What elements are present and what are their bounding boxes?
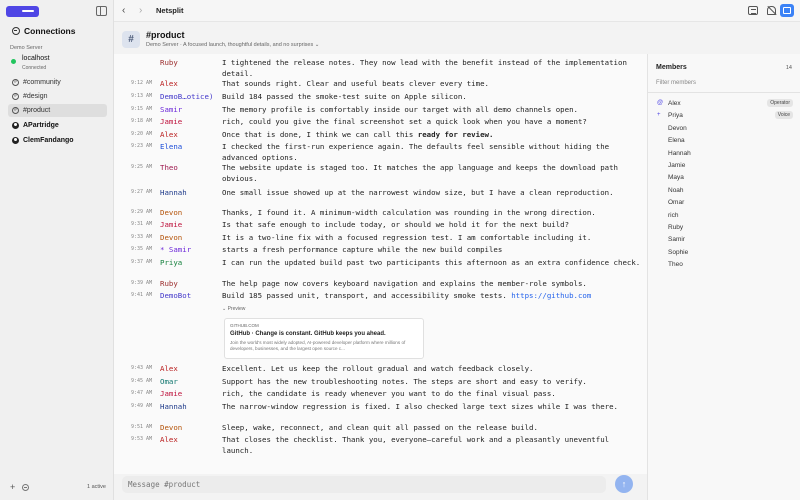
member-item[interactable] xyxy=(648,247,800,260)
message-text: Support has the new troubleshooting notes. The steps are short and easy to verify. xyxy=(222,377,587,386)
message-input[interactable] xyxy=(122,476,606,493)
message-text: Excellent. Let us keep the rollout gradual and watch feedback closely. xyxy=(222,364,534,373)
message-text: rich, the candidate is ready whenever you want to do the final visual pass. xyxy=(222,389,556,398)
message-list[interactable] xyxy=(114,54,647,474)
preview-description: Join the world's most widely adopted, AI-powered developer platform where millions of developers, businesses, and the largest open source c... xyxy=(230,340,406,351)
message-nick[interactable]: Priya xyxy=(160,258,183,267)
message-time: 9:45 AM xyxy=(131,378,153,384)
channel-topic[interactable]: Demo Server · A focused launch, thoughtful details, and no surprises ⌄ xyxy=(146,42,320,48)
member-item[interactable] xyxy=(648,234,800,247)
message-text: Thanks, I found it. A minimum-width calculation was rounding in the wrong direction. xyxy=(222,208,596,217)
member-item[interactable] xyxy=(648,148,800,161)
message-time: 9:23 AM xyxy=(131,143,153,149)
message-nick[interactable]: Jamie xyxy=(160,117,183,126)
toolbar xyxy=(114,0,800,22)
chevron-left-icon[interactable]: ‹ xyxy=(122,5,126,16)
message-text: The website update is staged too. It matches the app language and keeps the download path obvious. xyxy=(222,163,619,183)
message-time: 9:15 AM xyxy=(131,106,153,112)
sidebar-item-design[interactable]: # #design xyxy=(8,90,107,103)
message-nick[interactable]: Devon xyxy=(160,208,183,217)
server-status: Connected xyxy=(22,65,47,71)
member-item[interactable] xyxy=(648,222,800,235)
message-text-part: Build 185 passed unit, transport, and accessibility smoke tests. xyxy=(222,291,512,300)
message-time: 9:49 AM xyxy=(131,403,153,409)
message-nick[interactable]: DemoB…otice) xyxy=(160,92,214,101)
app-title: Netsplit xyxy=(156,6,184,15)
message-time: 9:53 AM xyxy=(131,436,153,442)
message-time: 9:33 AM xyxy=(131,234,153,240)
member-name: Maya xyxy=(668,174,684,182)
message-time: 9:41 AM xyxy=(131,292,153,298)
message-nick[interactable]: Ruby xyxy=(160,279,178,288)
message-text: starts a fresh performance capture while the new build compiles xyxy=(222,245,503,254)
member-name: Devon xyxy=(668,124,687,132)
arrow-up-icon[interactable]: ↑ xyxy=(615,475,633,493)
message-text: Build 184 passed the smoke-test suite on Apple silicon. xyxy=(222,92,467,101)
channel-icon: # xyxy=(12,107,19,114)
message-nick[interactable]: Elena xyxy=(160,142,183,151)
message-nick[interactable]: Devon xyxy=(160,233,183,242)
message-nick[interactable]: Samir xyxy=(160,105,183,114)
member-name: Theo xyxy=(668,261,683,269)
sidebar-item-community[interactable]: # #community xyxy=(8,76,107,89)
sidebar-item-apartridge[interactable]: APartridge xyxy=(8,119,107,132)
sidebar xyxy=(0,0,114,500)
active-count: 1 active xyxy=(87,484,106,490)
message-nick[interactable]: Jamie xyxy=(160,220,183,229)
channel-title: #product xyxy=(146,30,185,40)
message-text: That closes the checklist. Thank you, everyone—careful work and a pleasantly uneventful launch. xyxy=(222,435,610,455)
message-text: I checked the first-run experience again. The defaults feel sensible without hiding the advanced options. xyxy=(222,142,610,162)
sidebar-item-product[interactable]: # #product xyxy=(8,104,107,117)
member-item[interactable] xyxy=(648,197,800,210)
connected-status-icon xyxy=(11,59,16,64)
preview-title: GitHub · Change is constant. GitHub keeps you ahead. xyxy=(230,331,386,337)
members-panel xyxy=(647,54,800,500)
message-time: 9:39 AM xyxy=(131,280,153,286)
message-time: 9:25 AM xyxy=(131,164,153,170)
channel-hash-icon: # xyxy=(122,31,140,48)
message-time: 9:18 AM xyxy=(131,118,153,124)
member-role-icon: @ xyxy=(657,100,664,106)
channel-icon: # xyxy=(12,79,19,86)
sidebar-item-clemfandango[interactable]: ClemFandango xyxy=(8,134,107,147)
message-time: 9:47 AM xyxy=(131,390,153,396)
user-icon xyxy=(12,137,19,144)
divider xyxy=(648,92,800,93)
member-item[interactable] xyxy=(648,185,800,198)
message-time: 9:51 AM xyxy=(131,424,153,430)
member-name: Sophie xyxy=(668,248,689,256)
message-text: I tightened the release notes. They now lead with the benefit instead of the implementation detail. xyxy=(222,58,627,78)
message-text xyxy=(222,130,644,141)
member-name: Priya xyxy=(668,112,683,120)
member-role-badge: Operator xyxy=(767,99,793,107)
members-panel-toggle-icon[interactable] xyxy=(780,4,794,17)
member-role-badge: Voice xyxy=(775,111,793,119)
message-time: 9:43 AM xyxy=(131,365,153,371)
member-name: rich xyxy=(668,211,679,219)
sidebar-toggle-icon[interactable] xyxy=(96,6,107,16)
member-item[interactable] xyxy=(648,172,800,185)
message-text: rich, could you give the final screenshot set a quick look when you have a moment? xyxy=(222,117,587,126)
sidebar-footer xyxy=(0,482,114,494)
mute-notifications-icon[interactable] xyxy=(767,6,776,15)
message-text: The memory profile is comfortably inside our target with all demo channels open. xyxy=(222,105,578,114)
message-bold-text: ready for review. xyxy=(417,130,494,139)
link-preview-card[interactable] xyxy=(224,318,424,359)
preview-domain: GITHUB.COM xyxy=(230,323,259,328)
server-group-label: Demo Server xyxy=(10,45,43,51)
message-link[interactable]: https://github.com xyxy=(511,291,592,300)
channel-icon: # xyxy=(12,93,19,100)
message-nick[interactable]: Alex xyxy=(160,130,178,139)
link-preview-toggle[interactable]: ⌄ Preview xyxy=(222,306,246,312)
message-text: That sounds right. Clear and useful beats clever every time. xyxy=(222,79,489,88)
message-text: I can run the updated build past two participants this afternoon as an extra confidence check. xyxy=(222,258,641,267)
message-text: The narrow-window regression is fixed. I also checked large text sizes while I was there. xyxy=(222,402,619,411)
members-title: Members xyxy=(656,64,687,71)
message-nick[interactable]: Devon xyxy=(160,423,183,432)
message-time: 9:12 AM xyxy=(131,80,153,86)
remove-connection-icon[interactable] xyxy=(22,484,29,491)
message-text: Sleep, wake, reconnect, and clean quit all passed on the release build. xyxy=(222,423,538,432)
message-text: It is a two-line fix with a focused regression test. I am comfortable including it. xyxy=(222,233,592,242)
member-name: Noah xyxy=(668,186,684,194)
message-nick[interactable]: Hannah xyxy=(160,402,187,411)
connections-icon xyxy=(12,27,20,35)
channel-list-icon[interactable] xyxy=(748,6,758,15)
message-nick[interactable]: Alex xyxy=(160,364,178,373)
message-time: 9:29 AM xyxy=(131,209,153,215)
message-text-part: Once that is done, I think we can call this xyxy=(222,130,418,139)
server-name: localhost xyxy=(22,55,50,62)
message-nick[interactable]: Ruby xyxy=(160,58,178,67)
member-name: Elena xyxy=(668,137,685,145)
message-nick[interactable]: Alex xyxy=(160,435,178,444)
member-name: Ruby xyxy=(668,224,684,231)
members-count: 14 xyxy=(785,65,792,71)
message-text: Is that safe enough to include today, or should we hold it for the next build? xyxy=(222,220,570,229)
message-nick[interactable]: Hannah xyxy=(160,188,187,197)
member-item[interactable] xyxy=(648,98,800,111)
message-time: 9:27 AM xyxy=(131,189,153,195)
member-name: Jamie xyxy=(668,162,686,169)
member-item[interactable] xyxy=(648,110,800,123)
message-time: 9:20 AM xyxy=(131,131,153,137)
message-nick[interactable]: DemoBot xyxy=(160,291,192,300)
message-nick[interactable]: Jamie xyxy=(160,389,183,398)
member-item[interactable] xyxy=(648,259,800,272)
message-nick[interactable]: Omar xyxy=(160,377,178,386)
member-name: Alex xyxy=(668,100,681,107)
message-time: 9:31 AM xyxy=(131,221,153,227)
add-connection-icon[interactable]: + xyxy=(10,482,16,492)
message-text: The help page now covers keyboard navigation and explains the member-role symbols. xyxy=(222,279,587,288)
member-item[interactable] xyxy=(648,160,800,173)
user-icon xyxy=(12,122,19,129)
member-item[interactable] xyxy=(648,123,800,136)
message-nick[interactable]: Alex xyxy=(160,79,178,88)
member-item[interactable] xyxy=(648,210,800,223)
connections-heading: Connections xyxy=(12,26,75,36)
member-role-icon: + xyxy=(657,112,661,119)
filter-members-input[interactable]: Filter members xyxy=(656,80,697,86)
member-name: Hannah xyxy=(668,149,691,157)
member-item[interactable] xyxy=(648,135,800,148)
member-name: Samir xyxy=(668,236,685,244)
message-time: 9:13 AM xyxy=(131,93,153,99)
message-text xyxy=(222,291,644,302)
message-placeholder: Message #product xyxy=(128,480,201,489)
message-nick[interactable]: * Samir xyxy=(160,245,192,254)
message-nick[interactable]: Theo xyxy=(160,163,178,172)
member-name: Omar xyxy=(668,199,685,207)
message-time: 9:37 AM xyxy=(131,259,153,265)
message-text: One small issue showed up at the narrowest window size, but I have a clean reproduction. xyxy=(222,188,614,197)
split-view-button[interactable] xyxy=(6,6,39,17)
message-time: 9:35 AM xyxy=(131,246,153,252)
chevron-right-icon[interactable]: › xyxy=(139,5,143,16)
